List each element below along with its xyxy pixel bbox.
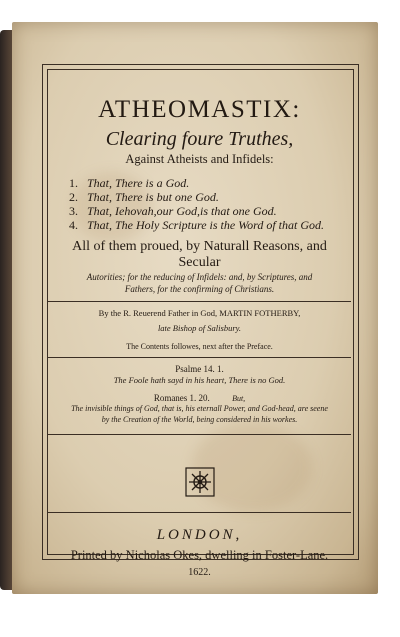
against-line: Against Atheists and Infidels: bbox=[125, 152, 274, 166]
truth-item bbox=[69, 176, 345, 190]
book bbox=[0, 22, 383, 594]
romans-quote: by the Creation of the World, being considered in his workes. bbox=[101, 415, 298, 424]
title-page bbox=[12, 22, 378, 594]
book-title: ATHEOMASTIX: bbox=[98, 96, 301, 123]
truth-item bbox=[69, 204, 345, 218]
truths-list bbox=[69, 176, 345, 232]
title-page-content bbox=[54, 74, 345, 578]
truth-text: That, There is but one God. bbox=[87, 190, 219, 204]
truth-number: 1. bbox=[69, 176, 78, 190]
truth-number: 3. bbox=[69, 204, 78, 218]
psalm-quote: The Foole hath sayd in his heart, There is no God. bbox=[113, 375, 286, 385]
psalm-reference: Psalme 14. 1. bbox=[175, 364, 224, 374]
imprint-printer: Printed by Nicholas Okes, dwelling in Foster-Lane. bbox=[70, 548, 329, 562]
romans-reference-line bbox=[54, 393, 345, 403]
romans-reference: Romanes 1. 20. bbox=[153, 393, 210, 403]
imprint-year: 1622. bbox=[188, 567, 211, 578]
truth-item bbox=[69, 190, 345, 204]
divider bbox=[48, 357, 351, 358]
proued-line: All of them proued, by Naturall Reasons, and Secular bbox=[72, 239, 327, 270]
book-subtitle: Clearing foure Truthes, bbox=[105, 128, 294, 150]
truth-item bbox=[69, 218, 345, 232]
author-title: late Bishop of Salisbury. bbox=[157, 323, 242, 333]
imprint-city: LONDON, bbox=[156, 527, 243, 543]
truth-number: 2. bbox=[69, 190, 78, 204]
romans-but: But, bbox=[232, 394, 246, 403]
truth-text: That, Iehovah,our God,is that one God. bbox=[87, 204, 277, 218]
contents-note: The Contents followes, next after the Preface. bbox=[126, 342, 273, 351]
divider bbox=[48, 512, 351, 513]
truth-text: That, The Holy Scripture is the Word of that God. bbox=[87, 218, 324, 232]
author-line: By the R. Reuerend Father in God, MARTIN FOTHERBY, bbox=[98, 308, 301, 318]
truth-text: That, There is a God. bbox=[87, 176, 190, 190]
proued-sub-line: Autorities; for the reducing of Infidels: and, by Scriptures, and bbox=[86, 272, 313, 282]
printer-ornament-icon bbox=[185, 467, 215, 497]
truth-number: 4. bbox=[69, 218, 78, 232]
proued-sub-line: Fathers, for the confirming of Christians. bbox=[124, 284, 275, 294]
divider bbox=[48, 301, 351, 302]
romans-quote: The invisible things of God, that is, his eternall Power, and God-head, are seene bbox=[71, 404, 328, 413]
divider bbox=[48, 434, 351, 435]
